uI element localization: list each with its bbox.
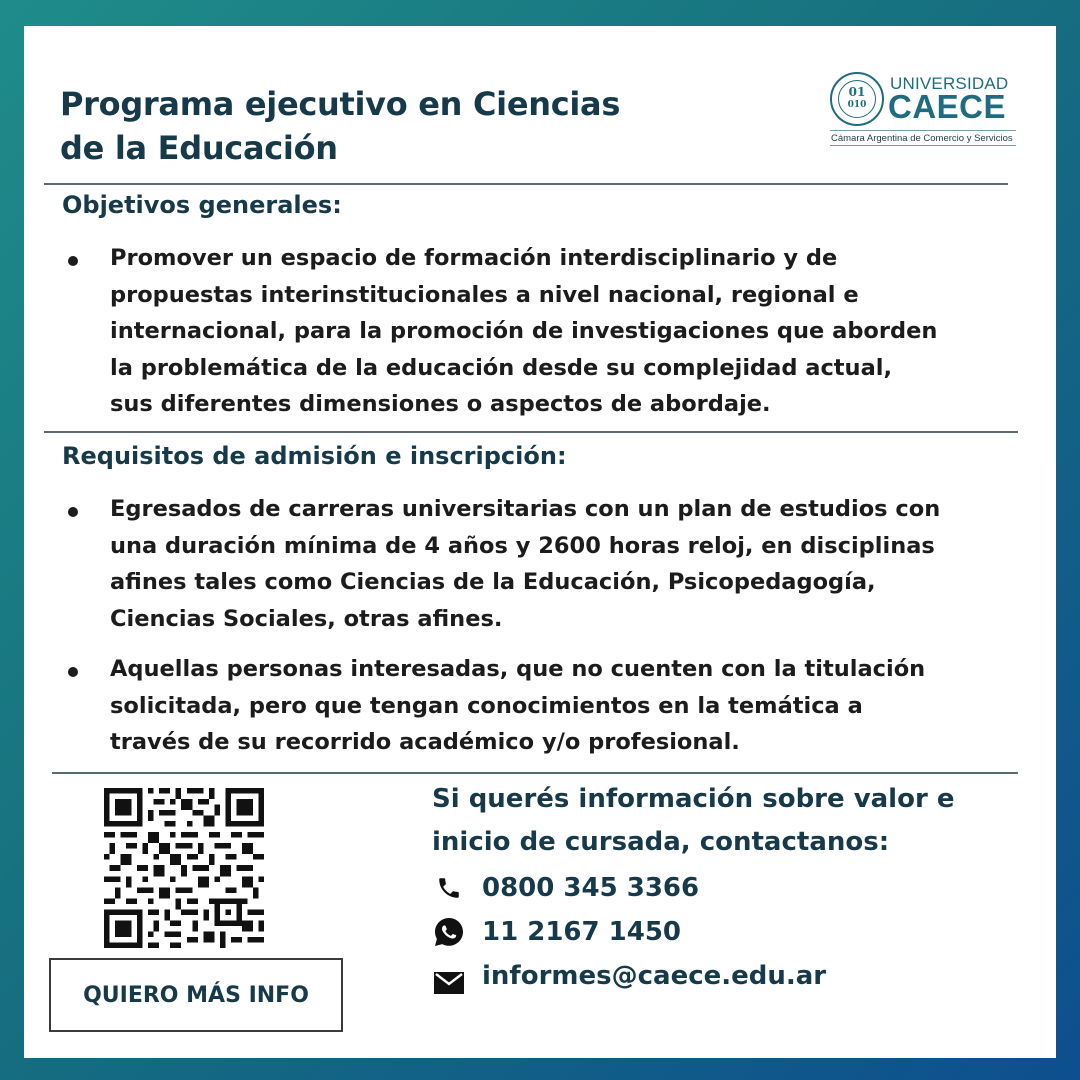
phone-row[interactable] xyxy=(432,868,699,908)
requirements-list xyxy=(64,491,1024,761)
email-row[interactable] xyxy=(432,956,826,996)
list-item: Promover un espacio de formación interdisciplinario y de propuestas interinstitucionales a nivel nacional, regional e internacional, para la promoción de investigaciones que aborden la problemática de la educación desde su complejidad actual, sus diferentes dimensiones o aspectos de abordaje. xyxy=(64,240,1024,423)
objectives-list xyxy=(64,240,1024,423)
seal-bottom-text: 010 xyxy=(847,100,867,110)
logo-chamber-text: Cámara Argentina de Comercio y Servicios xyxy=(830,130,1016,146)
title-line-1: Programa ejecutivo en Ciencias xyxy=(60,85,621,123)
qr-code-icon[interactable] xyxy=(104,788,264,948)
divider-top xyxy=(44,183,1008,185)
logo-university-text: UNIVERSIDAD xyxy=(890,74,1009,93)
bullet-icon xyxy=(68,667,78,677)
divider-bottom xyxy=(52,772,1018,774)
seal-top-text: 01 xyxy=(848,85,866,99)
envelope-icon xyxy=(432,959,466,993)
whatsapp-row[interactable] xyxy=(432,912,681,952)
whatsapp-number[interactable]: 11 2167 1450 xyxy=(482,917,682,947)
bullet-icon xyxy=(68,507,78,517)
contact-heading: Si querés información sobre valor e inicio de cursada, contactanos: xyxy=(432,784,955,857)
divider-middle xyxy=(44,431,1018,433)
more-info-button[interactable]: QUIERO MÁS INFO xyxy=(49,958,343,1032)
requirements-title: Requisitos de admisión e inscripción: xyxy=(62,442,567,470)
whatsapp-icon xyxy=(432,915,466,949)
page-title xyxy=(60,82,760,170)
objectives-title: Objetivos generales: xyxy=(62,191,342,219)
logo-name-text: CAECE xyxy=(888,88,1007,125)
title-line-2: de la Educación xyxy=(60,129,338,167)
phone-number[interactable]: 0800 345 3366 xyxy=(482,873,700,903)
flyer-card xyxy=(24,26,1056,1058)
phone-icon xyxy=(432,871,466,905)
bullet-icon xyxy=(68,256,78,266)
university-logo xyxy=(830,70,1016,146)
university-seal-icon xyxy=(830,72,884,126)
list-item: Aquellas personas interesadas, que no cuenten con la titulación solicitada, pero que tengan conocimientos en la temática a través de su recorrido académico y/o profesional. xyxy=(64,651,1024,761)
list-item: Egresados de carreras universitarias con un plan de estudios con una duración mínima de 4 años y 2600 horas reloj, en disciplinas afines tales como Ciencias de la Educación, Psicopedagogía, Ciencias Sociales, otras afines. xyxy=(64,491,1024,637)
email-address[interactable]: informes@caece.edu.ar xyxy=(482,961,827,991)
